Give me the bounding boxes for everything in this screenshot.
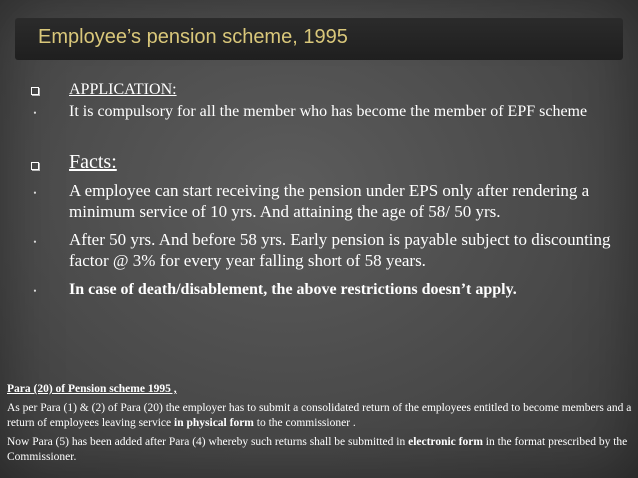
footer-notes: [7, 382, 632, 466]
footer-paragraph-2: Now Para (5) has been added after Para (4) whereby such returns shall be submitted in electronic form in the format prescribed by the Commissioner.: [7, 435, 628, 463]
dot-bullet-icon: •: [33, 237, 37, 247]
fact-item: [28, 279, 624, 300]
fact-text: A employee can start receiving the pension under EPS only after rendering a minimum service of 10 yrs. And attaining the age of 58/ 50 yrs.: [69, 181, 590, 221]
slide-title: Employee’s pension scheme, 1995: [38, 26, 348, 48]
slide-body: [28, 80, 624, 300]
fact-text: In case of death/disablement, the above restrictions doesn’t apply.: [69, 281, 517, 298]
square-bullet-icon: [28, 81, 42, 101]
facts-heading: Facts:: [69, 151, 117, 173]
application-text-row: [28, 102, 624, 122]
application-heading: APPLICATION:: [69, 81, 177, 98]
fact-text: After 50 yrs. And before 58 yrs. Early pension is payable subject to discounting factor @ 3% for every year falling short of 58 years.: [69, 230, 611, 270]
dot-bullet-icon: •: [33, 188, 37, 198]
dot-bullet-icon: •: [33, 108, 37, 118]
application-text: It is compulsory for all the member who has become the member of EPF scheme: [69, 103, 588, 120]
application-heading-row: [28, 80, 624, 100]
footer-paragraph-1: As per Para (1) & (2) of Para (20) the employer has to submit a consolidated return of the employees entitled to become members and a return of employees leaving service in physical form to the commissioner .: [7, 401, 632, 429]
footer-heading: Para (20) of Pension scheme 1995 ,: [7, 383, 177, 395]
fact-item: [28, 180, 624, 222]
facts-heading-row: [28, 150, 624, 174]
fact-item: [28, 229, 624, 271]
square-bullet-icon: [28, 152, 42, 176]
dot-bullet-icon: •: [33, 286, 37, 296]
